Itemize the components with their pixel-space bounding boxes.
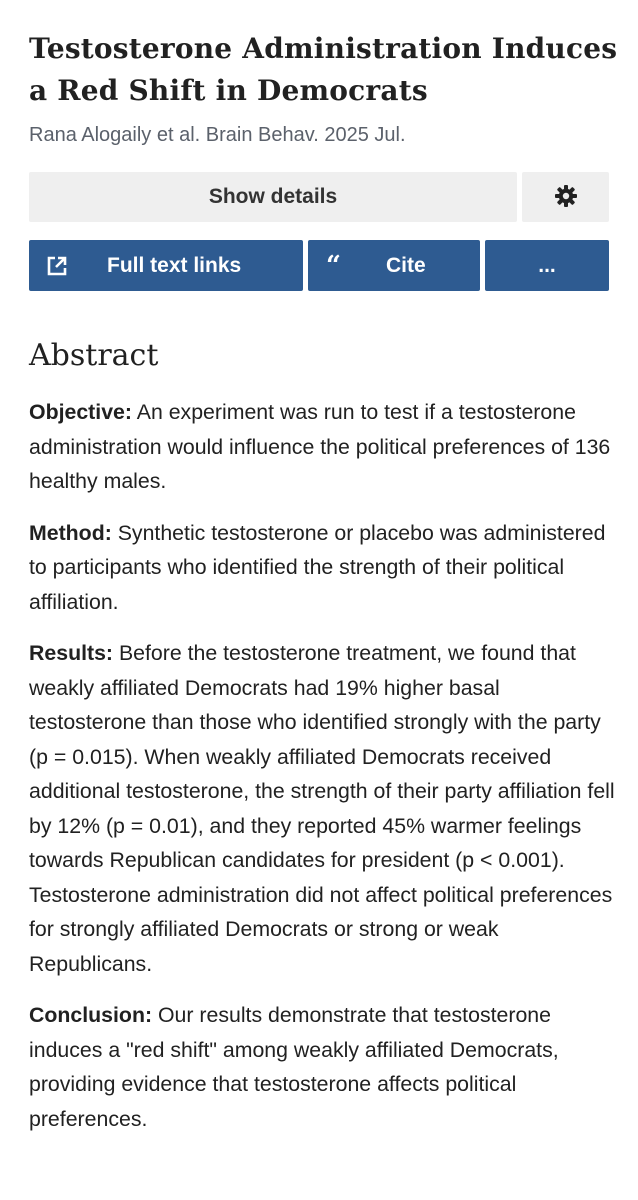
objective-label: Objective: [29, 400, 132, 424]
abstract-results [29, 636, 619, 981]
abstract-body [29, 395, 619, 1153]
method-text: Synthetic testosterone or placebo was administered to participants who identified the strength of their political affiliation. [29, 520, 606, 614]
objective-text: An experiment was run to test if a testosterone administration would influence the political preferences of 136 healthy males. [29, 400, 611, 493]
action-row [29, 240, 609, 291]
abstract-conclusion [29, 998, 619, 1136]
external-link-icon [46, 255, 68, 277]
details-row [29, 172, 609, 222]
full-text-links-label: Full text links [107, 253, 242, 277]
results-label: Results: [29, 641, 114, 665]
quote-icon: “ [326, 251, 341, 281]
more-actions-label: ... [538, 253, 556, 277]
conclusion-label: Conclusion: [29, 1003, 153, 1027]
cite-label: Cite [386, 253, 426, 277]
results-text: Before the testosterone treatment, we found that weakly affiliated Democrats had 19% higher basal testosterone than those who identified strongly with the party (p = 0.015). When weakly affiliated Democrats received additional testosterone, the strength of their party affiliation fell by 12% (p = 0.01), and they reported 45% warmer feelings towards Republican candidates for president (p < 0.001). Testosterone administration did not affect political preferences for strongly affiliated Democrats or strong or weak Republicans. [29, 641, 615, 976]
article-citation: Rana Alogaily et al. Brain Behav. 2025 Jul. [29, 124, 406, 146]
settings-button[interactable] [522, 172, 609, 222]
abstract-objective [29, 395, 619, 499]
full-text-links-button[interactable] [29, 240, 303, 291]
gear-icon [554, 184, 578, 211]
more-actions-button[interactable] [485, 240, 609, 291]
abstract-method [29, 516, 619, 620]
conclusion-text: Our results demonstrate that testosterone induces a "red shift" among weakly affiliated Democrats, providing evidence that testosterone affects political preferences. [29, 1003, 559, 1131]
abstract-heading: Abstract [29, 338, 159, 373]
article-title: Testosterone Administration Induces a Red Shift in Democrats [29, 32, 618, 107]
cite-button[interactable] [308, 240, 480, 291]
show-details-label: Show details [208, 185, 338, 208]
method-label: Method: [29, 520, 112, 545]
show-details-button[interactable] [29, 172, 517, 222]
